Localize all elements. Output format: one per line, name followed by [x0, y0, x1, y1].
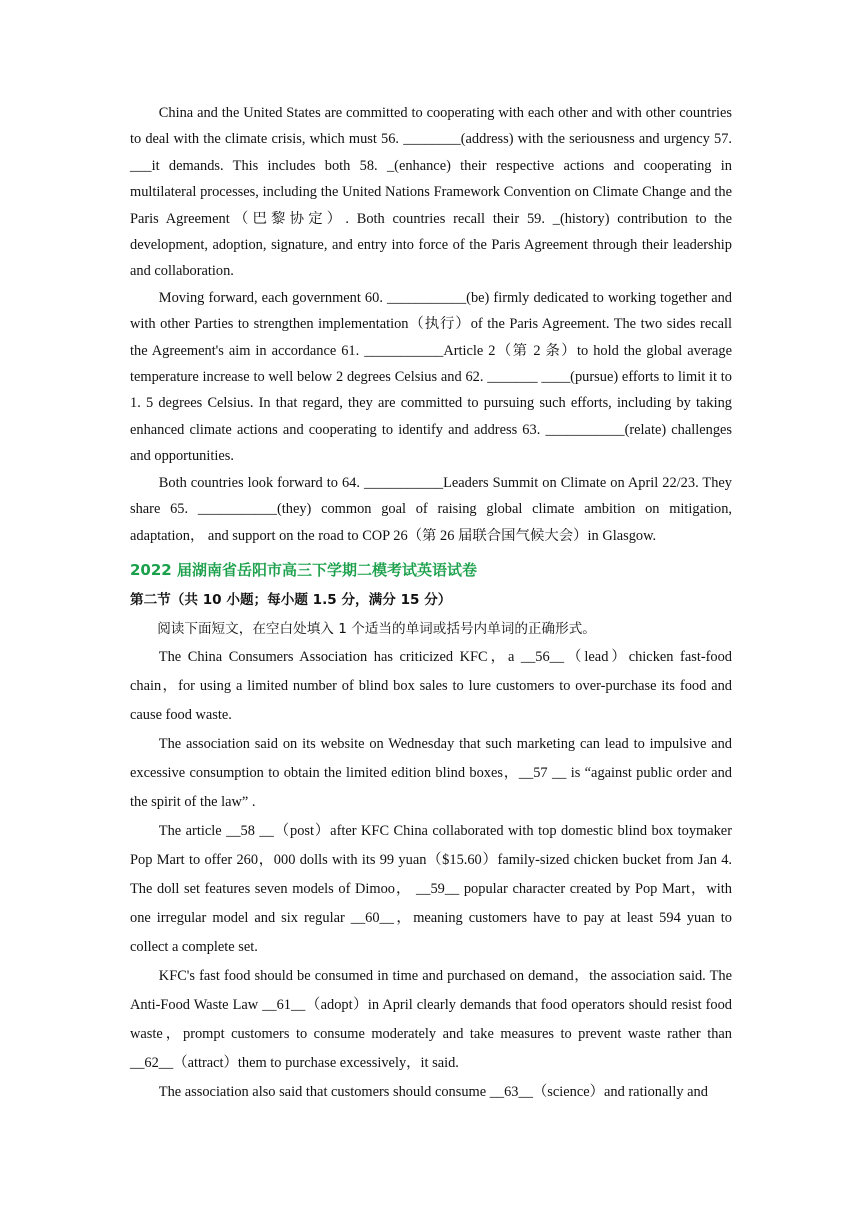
passage2-paragraph-2: The association said on its website on Wednesday that such marketing can lead to impulsive and excessive consumption to obtain the limited edition blind boxes，__57 __ is “against public order and the spirit of the law” . — [130, 735, 732, 810]
passage1-paragraph-1: China and the United States are committed to cooperating with each other and with other countries to deal with the climate crisis, which must 56. ________(address) with the seriousness and urgency 57. ___it demands. This includes both 58. _(enhance) their respective actions and cooperating in multilateral processes, including the United Nations Framework Convention on Climate Change and the Paris Agreement（巴黎协定）. Both countries recall their 59. _(history) contribution to the development, adoption, signature, and entry into force of the Paris Agreement through their leadership and collaboration. — [130, 105, 732, 280]
passage2-paragraph-5: The association also said that customers should consume __63__（science）and rationally and — [158, 1083, 708, 1100]
exam-title: 2022 届湖南省岳阳市高三下学期二模考试英语试卷 — [130, 560, 477, 579]
document-page — [130, 100, 732, 1107]
instruction-text: 阅读下面短文，在空白处填入 1 个适当的单词或括号内单词的正确形式。 — [157, 620, 596, 637]
passage2-paragraph-1: The China Consumers Association has criticized KFC，a __56__（lead）chicken fast-food chain，for using a limited number of blind box sales to lure customers to over-purchase its food and cause food waste. — [130, 648, 732, 723]
section-heading: 第二节（共 10 小题；每小题 1.5 分，满分 15 分） — [130, 591, 452, 608]
passage1-paragraph-3: Both countries look forward to 64. ___________Leaders Summit on Climate on April 22/23. They share 65. ___________(they) common goal of raising global climate ambition on mitigation, adaptation， and support on the road to COP 26（第 26 届联合国气候大会）in Glasgow. — [130, 474, 732, 544]
passage1-paragraph-2: Moving forward, each government 60. ___________(be) firmly dedicated to working together and with other Parties to strengthen implementation（执行）of the Paris Agreement. The two sides recall the Agreement's aim in accordance 61. ___________Article 2（第 2 条）to hold the global average temperature increase to well below 2 degrees Celsius and 62. _______ ____(pursue) efforts to limit it to 1. 5 degrees Celsius. In that regard, they are committed to pursuing such efforts, including by taking enhanced climate actions and cooperating to identify and address 63. ___________(relate) challenges and opportunities. — [130, 289, 732, 465]
passage2-paragraph-3: The article __58 __（post）after KFC China collaborated with top domestic blind box toymaker Pop Mart to offer 260，000 dolls with its 99 yuan（$15.60）family-sized chicken bucket from Jan 4. The doll set features seven models of Dimoo， __59__ popular character created by Pop Mart，with one irregular model and six regular __60__，meaning customers have to pay at least 594 yuan to collect a complete set. — [130, 822, 732, 955]
passage2-paragraph-4: KFC's fast food should be consumed in time and purchased on demand，the association said. The Anti-Food Waste Law __61__（adopt）in April clearly demands that food operators should resist food waste，prompt customers to consume moderately and take measures to prevent waste rather than __62__（attract）them to purchase excessively，it said. — [130, 967, 732, 1071]
